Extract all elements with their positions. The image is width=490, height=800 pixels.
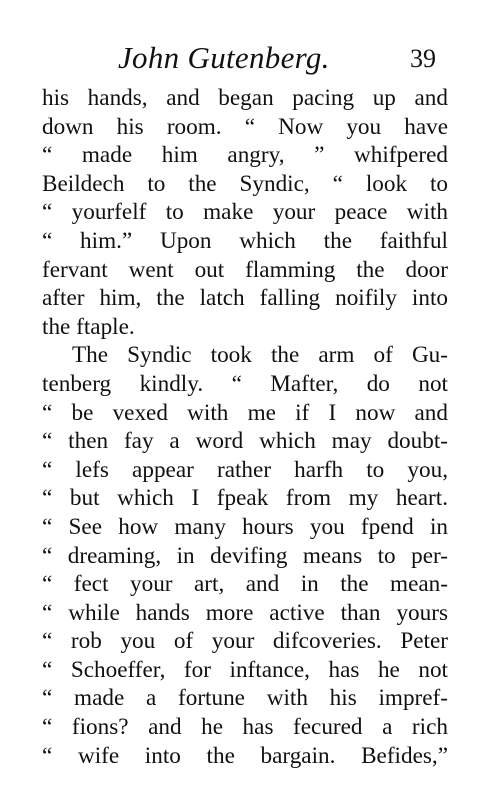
text-line: Beildech to the Syndic, “ look to [42,170,448,197]
text-line: after him, the latch falling noifily into [42,285,448,312]
text-line: “ be vexed with me if I now and [42,399,448,426]
text-line: “ Schoeffer, for inftance, has he not [42,656,448,683]
text-line: “ fions? and he has fecured a rich [42,714,448,741]
text-line: “ made him angry, ” whifpered [42,142,448,169]
text-line: fervant went out flamming the door [42,256,448,283]
text-line: “ lefs appear rather harfh to you, [42,456,448,483]
text-line: “ then fay a word which may doubt- [42,428,448,455]
text-line: “ yourfelf to make your peace with [42,199,448,226]
text-line: “ but which I fpeak from my heart. [42,485,448,512]
text-line: “ See how many hours you fpend in [42,513,448,540]
text-line: “ fect your art, and in the mean- [42,571,448,598]
page-number: 39 [410,44,436,73]
text-line: “ wife into the bargain. Befides,” [42,742,448,769]
running-head [0,40,490,76]
text-line: “ while hands more active than yours [42,599,448,626]
text-line: his hands, and began pacing up and [42,85,448,111]
running-head-title: John Gutenberg. [118,40,330,75]
body-text [42,84,448,770]
paragraph-start-line: The Syndic took the arm of Gu- [72,342,448,369]
text-line: tenberg kindly. “ Mafter, do not [42,370,448,397]
text-line: “ him.” Upon which the faithful [42,227,448,254]
text-line: “ dreaming, in devifing means to per- [42,542,448,569]
text-line: “ rob you of your difcoveries. Peter [42,628,448,655]
paragraph-end-line: the ftaple. [42,313,135,340]
text-line: down his room. “ Now you have [42,113,448,140]
text-line: “ made a fortune with his impref- [42,685,448,712]
